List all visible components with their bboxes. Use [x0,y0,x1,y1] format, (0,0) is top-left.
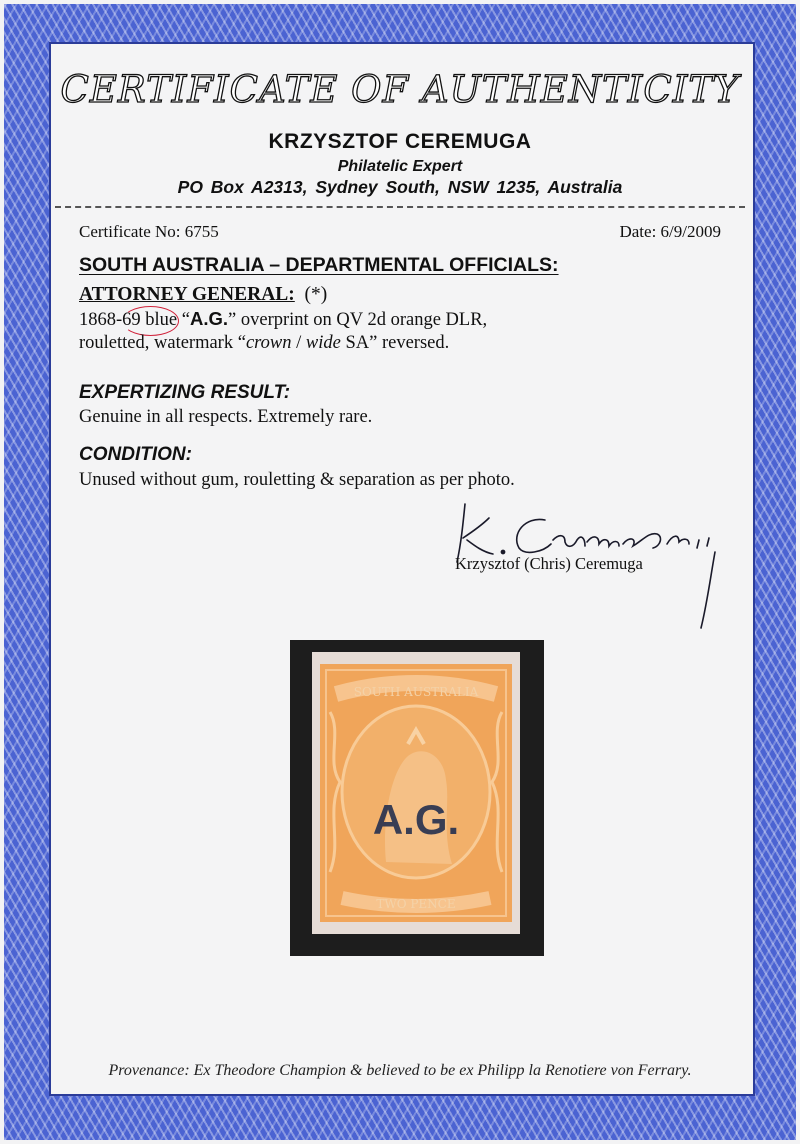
office-note: (*) [304,284,328,305]
signature-name: Krzysztof (Chris) Ceremuga [455,554,643,573]
watermark-wide: wide [305,333,341,353]
red-ink-circle [122,306,179,336]
color-word: blue [145,310,178,330]
stamp-overprint: A.G. [372,796,460,843]
issuer-role: Philatelic Expert [337,158,463,175]
description-rest: overprint on QV 2d orange DLR, [236,310,488,330]
certificate-title: CERTIFICATE OF AUTHENTICITY [60,68,740,111]
result-heading: EXPERTIZING RESULT: [79,382,291,403]
certificate-date: Date: 6/9/2009 [619,222,721,241]
condition-text: Unused without gum, rouletting & separation as per photo. [79,470,515,490]
watermark-separator: / [291,333,306,353]
stamp-bottom-text: TWO PENCE [376,897,456,911]
stamp-photo [290,640,544,956]
stamp-paper [312,652,520,934]
divider [55,206,745,208]
watermark-crown: crown [245,333,292,353]
certificate-number: Certificate No: 6755 [79,222,219,241]
office-line [79,284,327,306]
issuer-name: KRZYSZTOF CEREMUGA [268,130,532,153]
stamp-image [312,652,520,934]
section-heading: SOUTH AUSTRALIA – DEPARTMENTAL OFFICIALS: [79,254,559,276]
provenance: Provenance: Ex Theodore Champion & believed to be ex Philipp la Renotiere von Ferrary. [108,1062,692,1079]
description-start: rouletted, watermark “ [79,333,246,353]
condition-heading: CONDITION: [79,444,192,465]
certificate-sheet [53,46,747,1088]
stamp-top-text: SOUTH AUSTRALIA [353,685,479,699]
year: 1868-69 [79,310,141,330]
description-end: SA” reversed. [340,333,450,353]
overprint-text: A.G. [190,308,229,329]
issuer-address: PO Box A2313, Sydney South, NSW 1235, Australia [177,177,623,197]
office-label: ATTORNEY GENERAL: [79,284,295,305]
description-line-2 [79,333,449,354]
description-line-1: 1868-69 blue “A.G.” overprint on QV 2d orange DLR, [79,308,488,330]
result-text: Genuine in all respects. Extremely rare. [79,407,373,427]
